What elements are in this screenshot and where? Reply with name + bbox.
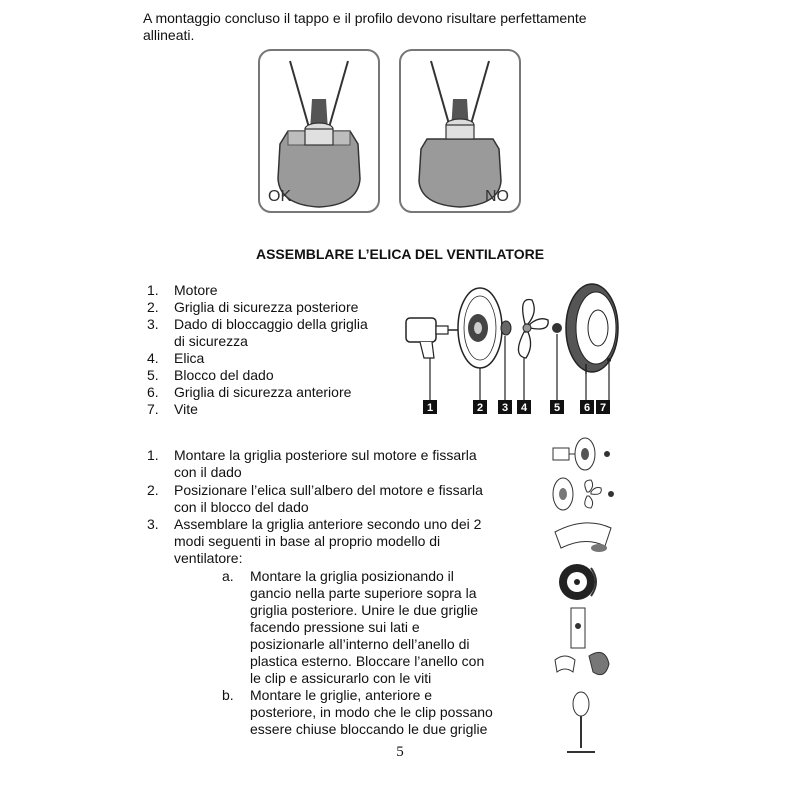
substep-text: plastica esterno. Bloccare l’anello con [250,653,485,669]
substep-text: Montare la griglia posizionando il [250,568,454,584]
substep-text: facendo pressione sui lati e [250,619,420,635]
diagram-number-2: 2 [476,402,484,414]
substep-text: griglia posteriore. Unire le due griglie [250,602,479,618]
part-label: Griglia di sicurezza posteriore [174,299,359,315]
intro-paragraph [143,10,663,44]
thumb-step-1 [553,438,610,470]
thumb-step-6 [555,652,609,674]
parts-list [0,282,400,422]
diagram-number-4: 4 [520,402,528,414]
number-box [580,400,594,414]
step-text: Montare la griglia posteriore sul motore e fissarla [174,447,477,463]
step-text: con il blocco del dado [174,499,309,515]
step-thumbnails [545,436,635,756]
rear-grille-drawing [458,288,502,368]
part-label: Elica [174,350,205,366]
page-number: 5 [396,744,404,760]
part-number: 5. [147,367,159,383]
step-number: 3. [147,516,159,532]
part-number: 4. [147,350,159,366]
thumb-step-2 [553,478,614,510]
thumb-step-4 [559,564,596,600]
substep-text: le clip e assicurarlo con le viti [250,670,432,686]
grille-nut-drawing [501,321,511,335]
part-number: 1. [147,282,159,298]
diagram-number-3: 3 [501,402,509,414]
no-label: NO [485,188,509,205]
fan-blade-drawing [518,300,548,359]
step-text: ventilatore: [174,550,243,566]
step-number: 2. [147,482,159,498]
substep-letter: a. [222,568,234,584]
spinner-drawing [552,323,562,333]
part-number: 2. [147,299,159,315]
intro-line-2: allineati. [143,27,195,43]
part-label: Vite [174,401,198,417]
part-label: Dado di bloccaggio della griglia [174,316,368,332]
no-figure [399,49,521,213]
intro-line-1: A montaggio concluso il tappo e il profilo devono risultare perfettamente [143,10,587,26]
number-box [473,400,487,414]
thumb-step-3 [555,523,611,552]
diagram-number-6: 6 [583,402,591,414]
motor-drawing [406,318,458,358]
diagram-number-7: 7 [599,402,607,414]
substep-text: Montare le griglie, anteriore e [250,687,433,703]
substep-text: essere chiuse bloccando le due griglie [250,721,488,737]
section-heading: ASSEMBLARE L’ELICA DEL VENTILATORE [255,246,545,262]
number-box [517,400,531,414]
substep-text: posteriore, in modo che le clip possano [250,704,493,720]
exploded-parts-diagram [400,276,620,418]
ok-label: OK [268,188,292,205]
step-text: Assemblare la griglia anteriore secondo uno dei 2 [174,516,482,532]
part-label: Motore [174,282,218,298]
substep-text: posizionarle all’interno dell’anello di [250,636,470,652]
part-number: 3. [147,316,159,332]
number-box [498,400,512,414]
thumb-step-5 [571,608,585,648]
step-number: 1. [147,447,159,463]
step-text: modi seguenti in base al proprio modello di [174,533,441,549]
step-text: con il dado [174,464,242,480]
diagram-number-1: 1 [426,402,434,414]
part-number: 6. [147,384,159,400]
thumb-step-7 [567,692,595,752]
part-label: di sicurezza [174,333,248,349]
ok-figure [258,49,380,213]
diagram-number-5: 5 [553,402,561,414]
substep-letter: b. [222,687,234,703]
assembly-steps [0,447,540,747]
number-box [550,400,564,414]
step-text: Posizionare l’elica sull’albero del motore e fissarla [174,482,483,498]
substep-text: gancio nella parte superiore sopra la [250,585,477,601]
part-number: 7. [147,401,159,417]
number-box [423,400,437,414]
part-label: Blocco del dado [174,367,274,383]
part-label: Griglia di sicurezza anteriore [174,384,352,400]
front-grille-drawing [566,284,618,374]
number-box [596,400,610,414]
